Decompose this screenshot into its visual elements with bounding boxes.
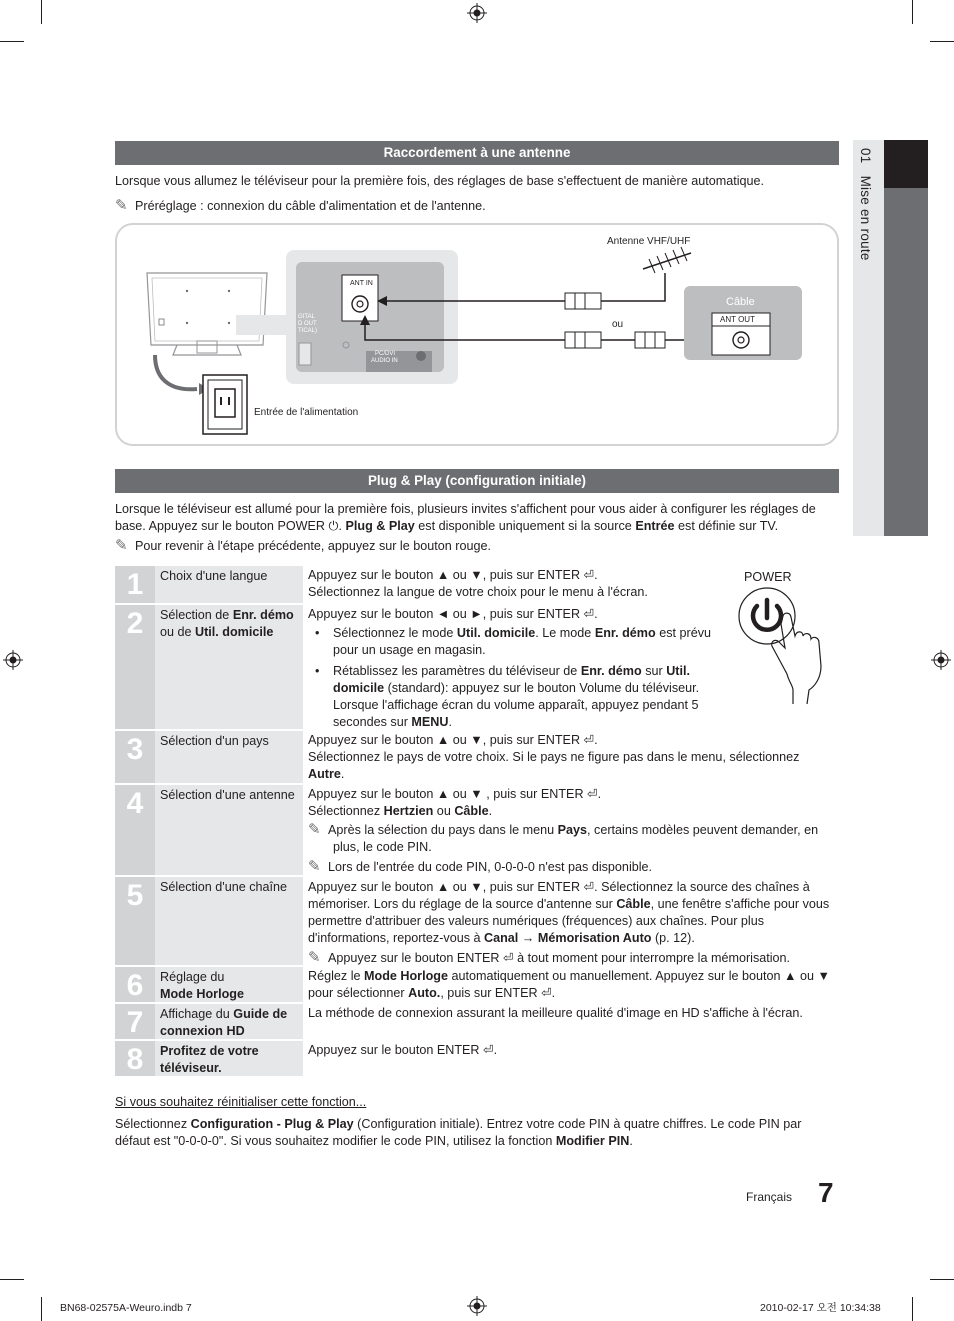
reset-heading: Si vous souhaitez réinitialiser cette fonction... <box>115 1095 367 1109</box>
step-number: 4 <box>115 785 155 875</box>
registration-mark-icon <box>467 3 487 23</box>
step-3-text: Appuyez sur le bouton ▲ ou ▼, puis sur ENTER ⏎. Sélectionnez le pays de votre choix. Si le pays ne figure pas dans le menu, sélectionnez Autre. <box>308 733 800 781</box>
list-item: • Rétablissez les paramètres du téléviseur de Enr. démo sur Util. domicile (standard): appuyez sur le bouton Volume du téléviseur. Lorsque l'affichage écran du volume apparaît, appuyez pendant 5 secondes sur MENU. <box>308 663 728 731</box>
step-label: Choix d'une langue <box>155 566 303 603</box>
step-label: Sélection d'une antenne <box>155 785 303 875</box>
step-number: 2 <box>115 605 155 729</box>
step-label: Affichage du Guide de connexion HD <box>155 1004 303 1039</box>
antenna-illustration <box>643 247 691 273</box>
enter-icon: ⏎ <box>479 1043 494 1057</box>
enter-icon: ⏎ <box>499 951 514 965</box>
crop-mark <box>930 1279 954 1280</box>
registration-mark-icon <box>3 650 23 670</box>
enter-icon: ⏎ <box>580 568 595 582</box>
cable-label: Câble <box>726 296 755 308</box>
footer-language: Français <box>746 1190 793 1204</box>
ant-in-label: ANT IN <box>350 280 373 287</box>
note-pencil-icon: ✎ <box>308 821 321 838</box>
registration-mark-icon <box>467 1296 487 1316</box>
crop-mark <box>41 1297 42 1321</box>
step-4-text: Appuyez sur le bouton ▲ ou ▼ , puis sur ENTER ⏎. Sélectionnez Hertzien ou Câble. ✎ Après la sélection du pays dans le menu Pays, certains modèles peuvent demander, en plus, le code PIN. ✎ Lors de l'entrée du code PIN, 0-0-0-0 n'est pas disponible. <box>308 787 819 875</box>
enter-icon: ⏎ <box>580 880 595 894</box>
svg-text:PC/DVI: PC/DVI <box>375 351 396 357</box>
step-number: 1 <box>115 566 155 603</box>
chapter-title: 01 Mise en route <box>858 148 873 261</box>
antenna-label: Antenne VHF/UHF <box>607 236 691 247</box>
or-label: ou <box>612 319 624 330</box>
step-label: Sélection d'une chaîne <box>155 877 303 965</box>
chapter-tab-gray <box>884 188 928 536</box>
step-number: 8 <box>115 1041 155 1076</box>
note-pencil-icon: ✎ <box>308 949 321 966</box>
section-title-plug-play: Plug & Play (configuration initiale) <box>115 469 839 493</box>
reset-text: Sélectionnez Configuration - Plug & Play (Configuration initiale). Entrez votre code PIN à quatre chiffres. Le code PIN par défaut est "0-0-0-0". Si vous souhaitez modifier le code PIN, utilisez la fonction Modifier PIN. <box>115 1117 802 1148</box>
chapter-tab-dark <box>884 140 928 188</box>
crop-mark <box>912 0 913 24</box>
step-number: 5 <box>115 877 155 965</box>
step-5-text: Appuyez sur le bouton ▲ ou ▼, puis sur ENTER ⏎. Sélectionnez la source des chaînes à mémoriser. Lors du réglage de la source d'antenne sur Câble, une fenêtre s'affiche pour vous permettre d'attribuer des valeurs numériques (fréquences) aux chaînes. Pour plus d'informations, reportez-vous à Canal → Mémorisation Auto (p. 12). ✎ Appuyez sur le bouton ENTER ⏎ à tout moment pour interrompre la mémorisation. <box>308 880 830 966</box>
svg-text:D OUT: D OUT <box>298 321 317 327</box>
crop-mark <box>0 1279 24 1280</box>
svg-text:GITAL: GITAL <box>298 314 315 320</box>
footer-date: 2010-02-17 오전 10:34:38 <box>760 1302 881 1314</box>
step-label: Sélection de Enr. démo ou de Util. domicile <box>155 605 303 729</box>
enter-icon: ⏎ <box>580 733 595 747</box>
step-8-text: Appuyez sur le bouton ENTER ⏎. <box>308 1043 498 1057</box>
step-1-text: Appuyez sur le bouton ▲ ou ▼, puis sur ENTER ⏎. Sélectionnez la langue de votre choix pour le menu à l'écran. <box>308 568 648 599</box>
power-icon: ⏻ <box>328 519 339 533</box>
step-label: Réglage du Mode Horloge <box>155 967 303 1002</box>
plug-play-note: ✎ Pour revenir à l'étape précédente, appuyez sur le bouton rouge. <box>115 537 491 554</box>
enter-icon: ⏎ <box>583 787 598 801</box>
plug-play-intro: Lorsque le téléviseur est allumé pour la première fois, plusieurs invites s'affichent pour vous aider à configurer les réglages de base. Appuyez sur le bouton POWER ⏻. Plug & Play est disponible uniquement si la source Entrée est définie sur TV. <box>115 502 816 533</box>
step-label: Profitez de votre téléviseur. <box>155 1041 303 1076</box>
step-number: 3 <box>115 731 155 783</box>
note-pencil-icon: ✎ <box>308 858 321 875</box>
step-2-text: Appuyez sur le bouton ◄ ou ►, puis sur ENTER ⏎. • Sélectionnez le mode Util. domicile. Le mode Enr. démo est prévu pour un usage en magasin. • Rétablissez les paramètres du téléviseur de Enr. démo sur Util. domicile (standard): appuyez sur le bouton Volume du téléviseur. Lorsque l'affichage écran du volume apparaît, appuyez pendant 5 secondes sur MENU. <box>308 606 728 731</box>
step-6-text: Réglez le Mode Horloge automatiquement ou manuellement. Appuyez sur le bouton ▲ ou ▼ pour sélectionner Auto., puis sur ENTER ⏎. <box>308 969 830 1000</box>
enter-icon: ⏎ <box>580 607 595 621</box>
antenna-note: ✎ Préréglage : connexion du câble d'alimentation et de l'antenne. <box>115 197 486 214</box>
crop-mark <box>41 0 42 24</box>
crop-mark <box>912 1297 913 1321</box>
power-button-hand-icon <box>737 586 837 706</box>
step-number: 6 <box>115 967 155 1002</box>
tv-back-illustration <box>147 273 267 355</box>
list-item: • Sélectionnez le mode Util. domicile. Le mode Enr. démo est prévu pour un usage en magasin. <box>308 625 728 659</box>
power-label: POWER <box>744 570 792 584</box>
page-number: 7 <box>818 1177 834 1208</box>
power-input-label: Entrée de l'alimentation <box>254 407 359 418</box>
ant-out-label: ANT OUT <box>720 315 755 324</box>
section-title-antenna: Raccordement à une antenne <box>115 141 839 165</box>
svg-text:AUDIO IN: AUDIO IN <box>371 358 398 364</box>
crop-mark <box>0 41 24 42</box>
footer-filename: BN68-02575A-Weuro.indb 7 <box>60 1302 192 1314</box>
crop-mark <box>930 41 954 42</box>
note-pencil-icon: ✎ <box>115 537 128 554</box>
svg-text:TICAL): TICAL) <box>298 328 318 334</box>
note-pencil-icon: ✎ <box>115 197 128 214</box>
step-7-text: La méthode de connexion assurant la meilleure qualité d'image en HD s'affiche à l'écran. <box>308 1006 803 1020</box>
step-label: Sélection d'un pays <box>155 731 303 783</box>
enter-icon: ⏎ <box>537 986 552 1000</box>
antenna-intro: Lorsque vous allumez le téléviseur pour la première fois, des réglages de base s'effectuent de manière automatique. <box>115 174 765 188</box>
step-number: 7 <box>115 1004 155 1039</box>
connection-diagram <box>115 223 839 446</box>
registration-mark-icon <box>931 650 951 670</box>
